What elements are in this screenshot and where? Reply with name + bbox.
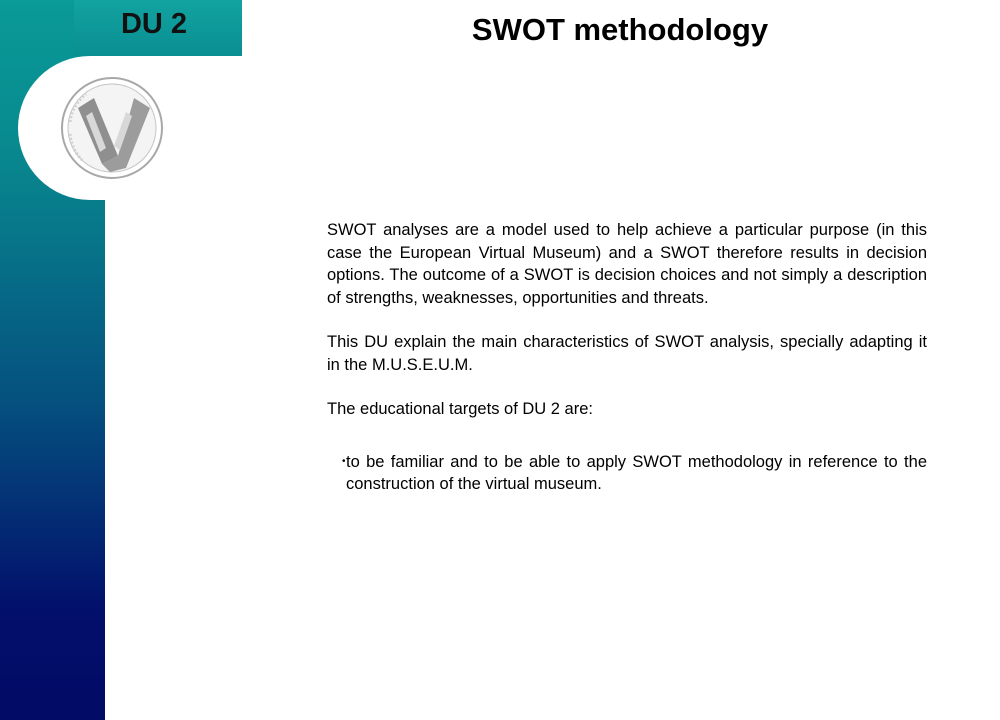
paragraph-du-explain: This DU explain the main characteristics of SWOT analysis, specially adapting it in the M.U.S.E.U.M.: [327, 333, 927, 374]
du-label: DU 2: [120, 8, 188, 40]
page-title: SWOT methodology: [471, 12, 769, 47]
bullet-item: [327, 451, 927, 496]
paragraph-intro: SWOT analyses are a model used to help achieve a particular purpose (in this case the European Virtual Museum) and a SWOT therefore results in decision options. The outcome of a SWOT is decision choices and not simply a description of strengths, weaknesses, opportunities and threats.: [327, 221, 927, 307]
bullet-text: to be familiar and to be able to apply SWOT methodology in reference to the construction of the virtual museum.: [346, 452, 927, 493]
bullet-icon: •: [342, 455, 346, 467]
paragraph-targets-heading: The educational targets of DU 2 are:: [327, 400, 593, 418]
museum-logo-icon: [56, 76, 168, 180]
content-body: [327, 219, 927, 496]
